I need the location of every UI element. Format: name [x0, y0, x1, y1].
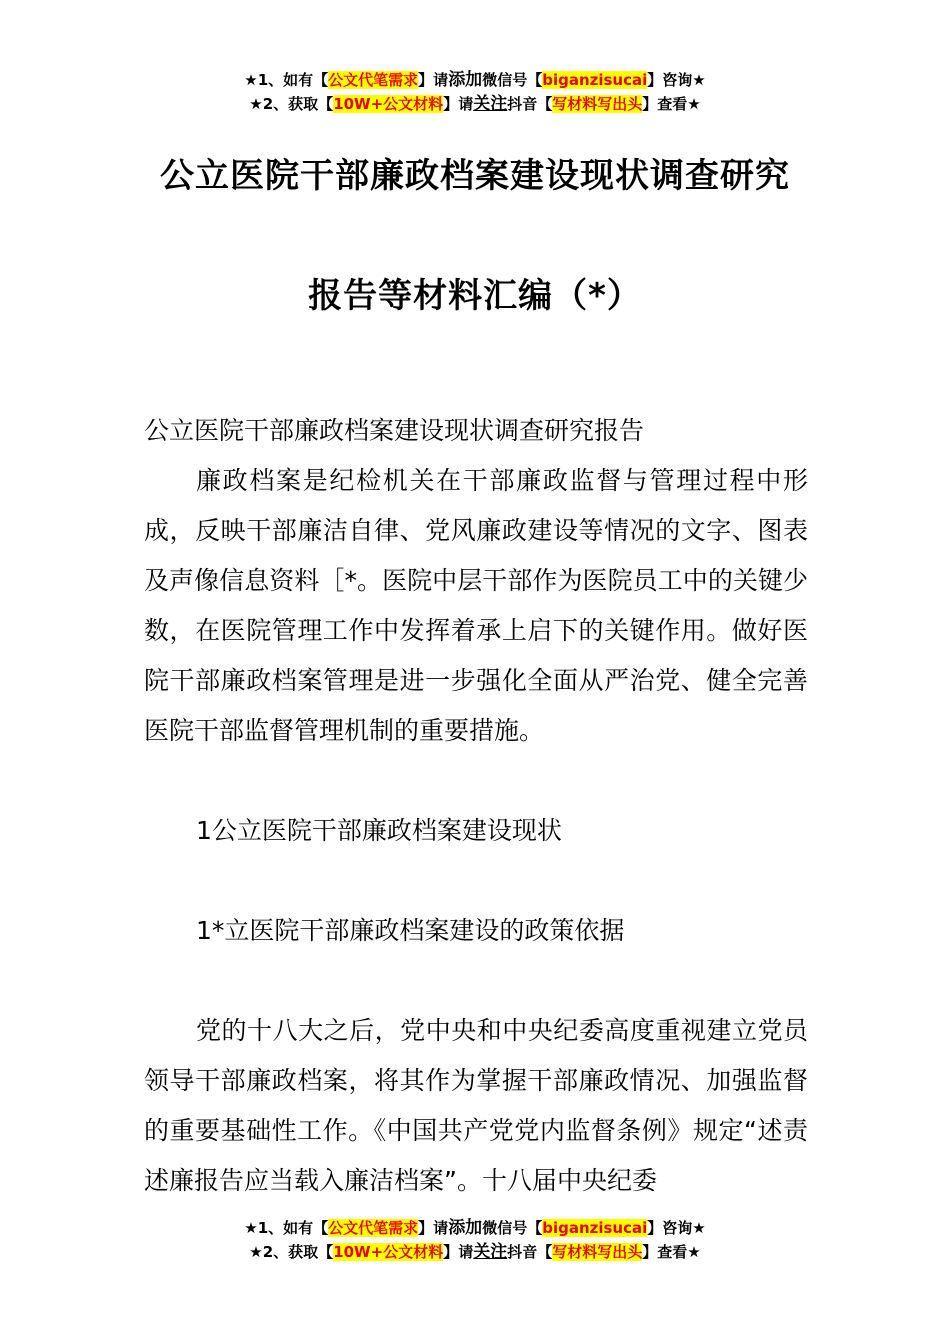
document-title-line-2: 报告等材料汇编（*）: [308, 276, 642, 316]
paragraph-1: 廉政档案是纪检机关在干部廉政监督与管理过程中形成，反映干部廉洁自律、党风廉政建设等情况的文字、图表及声像信息资料［*。医院中层干部作为医院员工中的关键少数，在医院管理工作中发挥着承上启下的关键作用。做好医院干部廉政档案管理是进一步强化全面从严治党、健全完善医院干部监督管理机制的重要措施。: [144, 466, 808, 745]
banner-line-1: ★1、如有【公文代笔需求】请添加微信号【biganzisucai】咨询★: [244, 70, 706, 90]
banner-line-2: ★2、获取【10W+公文材料】请关注抖音【写材料写出头】查看★: [249, 94, 701, 114]
section-heading-1: 1公立医院干部廉政档案建设现状: [196, 816, 562, 845]
document-title-line-1: 公立医院干部廉政档案建设现状调查研究: [160, 156, 790, 196]
banner-highlight: 写材料写出头: [552, 95, 643, 113]
header-banner: [0, 68, 950, 116]
footer-banner: [0, 1216, 950, 1264]
document-subtitle: 公立医院干部廉政档案建设现状调查研究报告: [144, 416, 645, 445]
banner-highlight: 10W+公文材料: [333, 95, 444, 113]
paragraph-2: 党的十八大之后，党中央和中央纪委高度重视建立党员领导干部廉政档案，将其作为掌握干部廉政情况、加强监督的重要基础性工作。《中国共产党党内监督条例》规定“述责述廉报告应当载入廉洁档案”。十八届中央纪委: [144, 1016, 808, 1195]
banner-highlight: 写材料写出头: [552, 1243, 643, 1261]
banner-highlight: biganzisucai: [542, 71, 648, 89]
section-heading-1-1: 1*立医院干部廉政档案建设的政策依据: [196, 916, 625, 945]
banner-highlight: 公文代笔需求: [328, 71, 419, 89]
banner-highlight: 10W+公文材料: [333, 1243, 444, 1261]
banner-line-2: ★2、获取【10W+公文材料】请关注抖音【写材料写出头】查看★: [249, 1242, 701, 1262]
banner-highlight: biganzisucai: [542, 1219, 648, 1237]
banner-highlight: 公文代笔需求: [328, 1219, 419, 1237]
banner-line-1: ★1、如有【公文代笔需求】请添加微信号【biganzisucai】咨询★: [244, 1218, 706, 1238]
